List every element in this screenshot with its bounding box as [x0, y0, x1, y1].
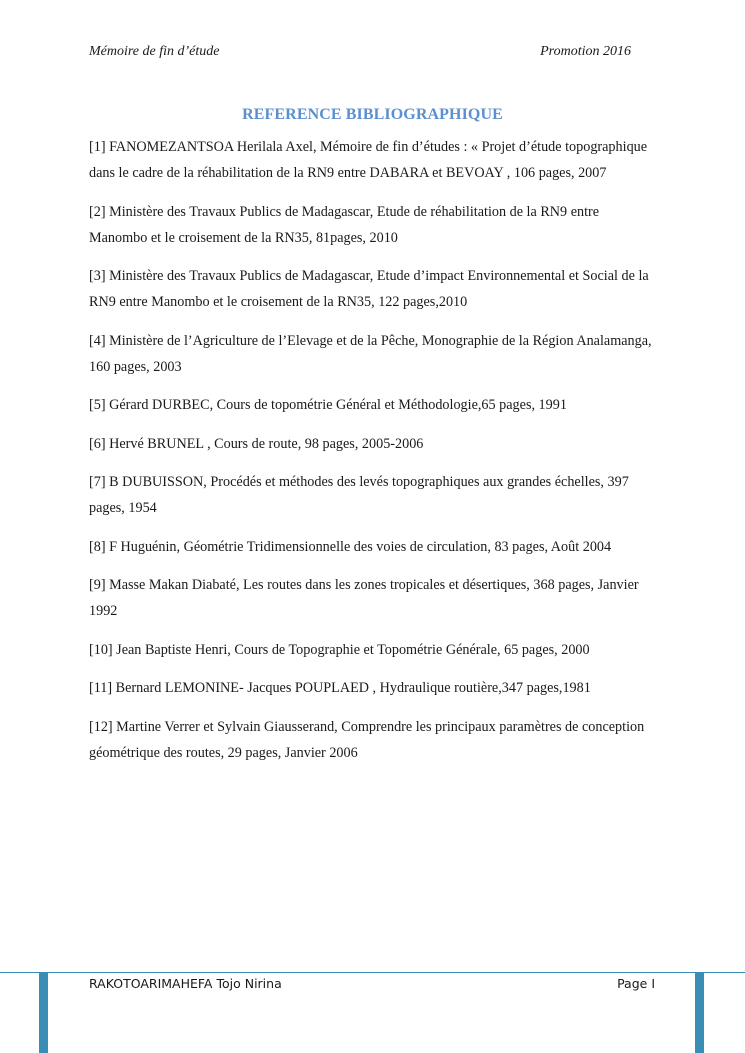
footer-author: RAKOTOARIMAHEFA Tojo Nirina [89, 976, 282, 991]
footer-page-number: Page I [617, 976, 655, 991]
page-footer [89, 976, 655, 996]
page-title: REFERENCE BIBLIOGRAPHIQUE [242, 106, 503, 123]
reference-item-1: [1] FANOMEZANTSOA Herilala Axel, Mémoire de fin d’études : « Projet d’étude topographique dans le cadre de la réhabilitation de la RN9 entre DABARA et BEVOAY , 106 pages, 2007 [89, 139, 648, 181]
reference-item-9: [9] Masse Makan Diabaté, Les routes dans les zones tropicales et désertiques, 368 pages, Janvier 1992 [89, 577, 639, 619]
reference-item-2: [2] Ministère des Travaux Publics de Madagascar, Etude de réhabilitation de la RN9 entre Manombo et le croisement de la RN35, 81pages, 2010 [89, 203, 600, 246]
reference-item-3: [3] Ministère des Travaux Publics de Madagascar, Etude d’impact Environnemental et Social de la RN9 entre Manombo et le croisement de la RN35, 122 pages,2010 [89, 268, 649, 310]
reference-item-7: [7] B DUBUISSON, Procédés et méthodes des levés topographiques aux grandes échelles, 397 pages, 1954 [89, 474, 629, 516]
header-promotion: Promotion 2016 [540, 44, 631, 59]
reference-item-4: [4] Ministère de l’Agriculture de l’Elevage et de la Pêche, Monographie de la Région Analamanga, 160 pages, 2003 [89, 332, 652, 375]
reference-item-11: [11] Bernard LEMONINE- Jacques POUPLAED , Hydraulique routière,347 pages,1981 [89, 680, 591, 696]
footer-right-accent-bar [695, 972, 704, 1053]
reference-item-10: [10] Jean Baptiste Henri, Cours de Topographie et Topométrie Générale, 65 pages, 2000 [89, 641, 590, 658]
footer-left-accent-bar [39, 972, 48, 1053]
reference-item-12: [12] Martine Verrer et Sylvain Giausserand, Comprendre les principaux paramètres de conception géométrique des routes, 29 pages, Janvier 2006 [89, 718, 645, 761]
reference-item-6: [6] Hervé BRUNEL , Cours de route, 98 pages, 2005-2006 [89, 435, 424, 452]
header-document-type: Mémoire de fin d’étude [89, 44, 220, 59]
reference-item-8: [8] F Huguénin, Géométrie Tridimensionnelle des voies de circulation, 83 pages, Août 2004 [89, 538, 612, 555]
reference-item-5: [5] Gérard DURBEC, Cours de topométrie Général et Méthodologie,65 pages, 1991 [89, 397, 567, 413]
page-header [89, 44, 631, 64]
reference-list [89, 134, 659, 778]
footer-divider [0, 972, 745, 973]
